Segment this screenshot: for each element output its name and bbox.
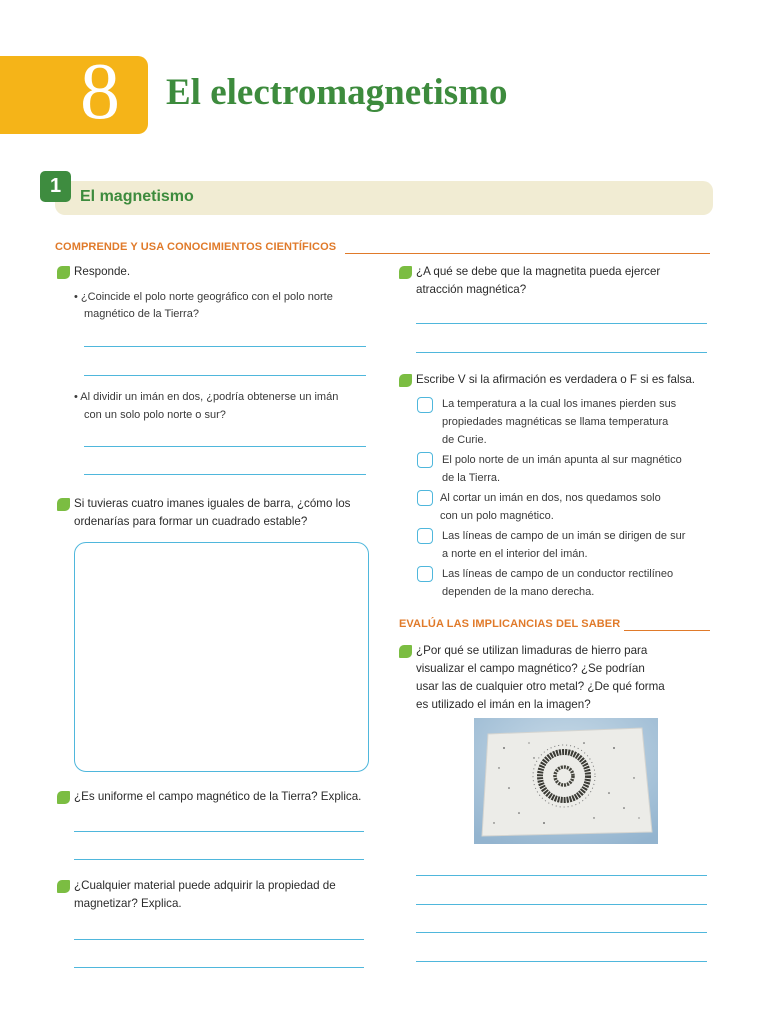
true-false-checkbox[interactable] [417, 566, 433, 582]
drawing-answer-box[interactable] [74, 542, 369, 772]
answer-line[interactable] [74, 967, 364, 968]
category-heading-evalua: EVALÚA LAS IMPLICANCIAS DEL SABER [399, 618, 621, 630]
answer-line[interactable] [416, 904, 707, 905]
answer-line[interactable] [74, 831, 364, 832]
answer-line[interactable] [416, 875, 707, 876]
question-text: atracción magnética? [416, 283, 527, 296]
sub-question-text: con un solo polo norte o sur? [84, 409, 226, 421]
sub-question-text: • ¿Coincide el polo norte geográfico con el polo norte [74, 291, 333, 303]
answer-line[interactable] [84, 446, 366, 447]
answer-line[interactable] [84, 346, 366, 347]
statement-text: propiedades magnéticas se llama temperatura [442, 416, 669, 428]
answer-line[interactable] [416, 323, 707, 324]
true-false-checkbox[interactable] [417, 397, 433, 413]
statement-text: con un polo magnético. [440, 510, 554, 522]
answer-line[interactable] [84, 375, 366, 376]
question-bullet-icon [57, 791, 70, 804]
question-text: ¿Cualquier material puede adquirir la propiedad de [74, 879, 336, 892]
question-text: Si tuvieras cuatro imanes iguales de barra, ¿cómo los [74, 497, 351, 510]
answer-line[interactable] [416, 932, 707, 933]
question-text: Escribe V si la afirmación es verdadera o F si es falsa. [416, 373, 696, 386]
chapter-title: El electromagnetismo [166, 72, 508, 113]
statement-text: Las líneas de campo de un conductor rectilíneo [442, 568, 674, 580]
section-title: El magnetismo [80, 188, 194, 205]
category-rule [624, 630, 710, 631]
chapter-number: 8 [80, 48, 120, 136]
question-text: ¿Por qué se utilizan limaduras de hierro para [416, 644, 648, 657]
true-false-checkbox[interactable] [417, 528, 433, 544]
category-rule [345, 253, 710, 254]
answer-line[interactable] [416, 961, 707, 962]
question-text: ¿A qué se debe que la magnetita pueda ejercer [416, 265, 661, 278]
statement-text: de la Tierra. [442, 472, 501, 484]
question-text: magnetizar? Explica. [74, 897, 182, 910]
sub-question-text: • Al dividir un imán en dos, ¿podría obtenerse un imán [74, 391, 339, 403]
answer-line[interactable] [74, 939, 364, 940]
question-bullet-icon [399, 266, 412, 279]
chapter-badge [0, 56, 148, 134]
question-bullet-icon [57, 266, 70, 279]
answer-line[interactable] [416, 352, 707, 353]
true-false-checkbox[interactable] [417, 452, 433, 468]
statement-text: de Curie. [442, 434, 487, 446]
true-false-checkbox[interactable] [417, 490, 433, 506]
question-text: Responde. [74, 265, 131, 278]
answer-line[interactable] [84, 474, 366, 475]
statement-text: La temperatura a la cual los imanes pierden sus [442, 398, 677, 410]
section-number: 1 [40, 171, 71, 202]
question-text: ordenarías para formar un cuadrado estable? [74, 515, 308, 528]
question-bullet-icon [399, 374, 412, 387]
iron-filings-photo [474, 718, 658, 844]
category-heading-comprende: COMPRENDE Y USA CONOCIMIENTOS CIENTÍFICOS [55, 241, 337, 253]
question-text: usar las de cualquier otro metal? ¿De qué forma [416, 680, 665, 693]
statement-text: Las líneas de campo de un imán se dirigen de sur [442, 530, 686, 542]
question-bullet-icon [57, 880, 70, 893]
answer-line[interactable] [74, 859, 364, 860]
question-bullet-icon [57, 498, 70, 511]
statement-text: dependen de la mano derecha. [442, 586, 595, 598]
question-bullet-icon [399, 645, 412, 658]
question-text: visualizar el campo magnético? ¿Se podrían [416, 662, 645, 675]
statement-text: a norte en el interior del imán. [442, 548, 588, 560]
statement-text: El polo norte de un imán apunta al sur magnético [442, 454, 682, 466]
sub-question-text: magnético de la Tierra? [84, 308, 199, 320]
question-text: ¿Es uniforme el campo magnético de la Tierra? Explica. [74, 790, 362, 803]
question-text: es utilizado el imán en la imagen? [416, 698, 591, 711]
statement-text: Al cortar un imán en dos, nos quedamos solo [440, 492, 661, 504]
